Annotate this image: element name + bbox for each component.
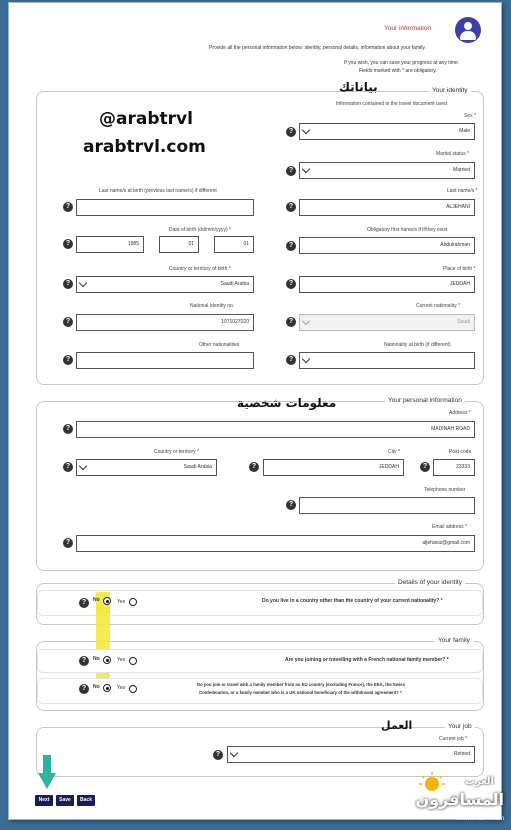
next-button[interactable]: Next	[35, 795, 53, 806]
lastname-birth-label: Last name/s at birth (previous last name/s) if different	[99, 188, 217, 194]
national-id-input[interactable]: 1071027020	[76, 314, 254, 331]
form-window	[8, 2, 502, 820]
chevron-down-icon	[79, 462, 87, 470]
personal-legend: Your personal information	[385, 397, 465, 404]
help-icon[interactable]: ?	[63, 202, 73, 212]
family-question-2-line2: Confederation, or a family member who is a UK national beneficiary of the withdrawal agreement? *	[199, 690, 402, 695]
country-select[interactable]	[76, 459, 217, 476]
help-icon[interactable]: ?	[249, 462, 259, 472]
marital-select[interactable]	[299, 162, 475, 179]
current-nationality-label: Current nationality *	[416, 303, 460, 309]
dob-year-input[interactable]: 1985	[76, 236, 144, 253]
chevron-down-icon	[302, 317, 310, 325]
address-input[interactable]: MADINAH ROAD	[76, 421, 475, 438]
help-icon[interactable]: ?	[63, 279, 73, 289]
marital-label: Marital status *	[436, 151, 470, 157]
email-input[interactable]: aljehaniz@gmail.com	[76, 535, 475, 552]
help-icon[interactable]: ?	[63, 424, 73, 434]
place-birth-input[interactable]: JEDDAH	[299, 276, 475, 293]
identity-subtitle: Information contained in the travel document used	[336, 101, 447, 107]
identity-legend: Your identity	[429, 87, 471, 94]
help-icon[interactable]: ?	[213, 750, 223, 760]
no-radio[interactable]	[103, 597, 111, 605]
yes-radio[interactable]	[129, 598, 137, 606]
country-birth-label: Country or territory of birth *	[169, 266, 231, 272]
dob-day-input[interactable]: 01	[214, 236, 254, 253]
logo-url: www.arabtrvl.com	[456, 816, 504, 822]
save-button[interactable]: Save	[56, 795, 74, 806]
job-annotation: العمل	[381, 719, 413, 732]
watermark-site: arabtrvl.com	[83, 137, 206, 157]
yes-radio[interactable]	[129, 685, 137, 693]
help-icon[interactable]: ?	[63, 462, 73, 472]
lastname-birth-input[interactable]	[76, 199, 254, 216]
help-icon[interactable]: ?	[286, 127, 296, 137]
lastname-input[interactable]: ALJEHANI	[299, 199, 475, 216]
yes-label: Yes	[117, 657, 126, 663]
country-birth-select[interactable]	[76, 276, 254, 293]
sex-value: Male	[459, 128, 470, 134]
city-input[interactable]: JEDDAH	[263, 459, 404, 476]
national-id-label: National Identity no.	[190, 303, 235, 309]
job-label: Current job *	[439, 736, 468, 742]
no-radio[interactable]	[103, 656, 111, 664]
country-label: Country or territory *	[154, 449, 200, 455]
family-question-1: Are you joining or travelling with a French national family member? *	[285, 657, 449, 663]
help-icon[interactable]: ?	[286, 166, 296, 176]
current-nationality-value: Saudi	[457, 319, 470, 325]
postcode-input[interactable]: 23333	[433, 459, 475, 476]
lastname-label: Last name/s *	[447, 188, 478, 194]
help-icon[interactable]: ?	[286, 355, 296, 365]
country-birth-value: Saudi Arabia	[220, 281, 249, 287]
chevron-down-icon	[302, 126, 310, 134]
family-question-2-line1: Do you join or travel with a family member from an EU country (excluding France), the EEA, the Swiss	[197, 682, 405, 687]
help-icon[interactable]: ?	[420, 462, 430, 472]
required-note: Fields marked with * are obligatory.	[359, 68, 437, 74]
logo-line2: المسافرون	[415, 790, 504, 809]
address-label: Address *	[449, 410, 471, 416]
job-legend: Your job	[445, 723, 475, 730]
chevron-down-icon	[79, 279, 87, 287]
help-icon[interactable]: ?	[286, 202, 296, 212]
help-icon[interactable]: ?	[63, 317, 73, 327]
yes-radio[interactable]	[129, 657, 137, 665]
phone-label: Telephone number	[424, 487, 466, 493]
firstname-label: Obligatory first name/s if if/they exist	[367, 227, 448, 233]
help-icon[interactable]: ?	[79, 598, 89, 608]
sex-label: Sex *	[464, 113, 476, 119]
residence-question: Do you live in a country other than the country of your current nationality? *	[262, 598, 443, 604]
phone-input[interactable]	[299, 497, 475, 514]
nationality-birth-select[interactable]	[299, 352, 475, 369]
postcode-label: Post code	[449, 449, 472, 455]
job-select[interactable]	[227, 746, 475, 763]
country-value: Saudi Arabia	[183, 464, 212, 470]
help-icon[interactable]: ?	[79, 656, 89, 666]
job-value: Retired	[453, 751, 470, 757]
yes-label: Yes	[117, 685, 126, 691]
help-icon[interactable]: ?	[286, 241, 296, 251]
identity-annotation: بياناتك	[339, 80, 378, 94]
no-label: No	[93, 597, 100, 603]
dob-month-input[interactable]: 01	[159, 236, 199, 253]
place-birth-label: Place of birth *	[443, 266, 476, 272]
watermark-handle: @arabtrvl	[99, 109, 193, 129]
other-nationalities-input[interactable]	[76, 352, 254, 369]
no-radio[interactable]	[103, 684, 111, 692]
help-icon[interactable]: ?	[286, 279, 296, 289]
chevron-down-icon	[302, 355, 310, 363]
yes-label: Yes	[117, 599, 126, 605]
help-icon[interactable]: ?	[63, 239, 73, 249]
logo-line1: العرب	[464, 776, 494, 787]
firstname-input[interactable]: Abdulrahman	[299, 237, 475, 254]
intro-text: Provide all the personal information below: identity, personal details, information about your family.	[209, 45, 426, 51]
city-label: City *	[388, 449, 400, 455]
current-nationality-select[interactable]	[299, 314, 475, 331]
family-legend: Your family	[435, 637, 473, 644]
help-icon[interactable]: ?	[286, 317, 296, 327]
help-icon[interactable]: ?	[63, 355, 73, 365]
chevron-down-icon	[302, 165, 310, 173]
arabtrvl-logo	[398, 770, 508, 826]
residence-legend: Details of your identity	[395, 579, 465, 586]
dob-label: Date of birth (dd/mm/yyyy) *	[169, 227, 231, 233]
no-label: No	[93, 684, 100, 690]
nationality-birth-label: Nationality at birth (if different)	[384, 342, 451, 348]
marital-value: Married	[453, 167, 470, 173]
back-button[interactable]: Back	[77, 795, 95, 806]
page-title: Your information	[384, 25, 432, 32]
email-label: Email address *	[432, 524, 468, 530]
sex-select[interactable]	[299, 123, 475, 140]
personal-annotation: معلومات شخصية	[237, 396, 337, 410]
help-icon[interactable]: ?	[63, 538, 73, 548]
down-arrow-icon	[38, 755, 56, 791]
no-label: No	[93, 656, 100, 662]
other-nationalities-label: Other nationalities	[199, 342, 240, 348]
chevron-down-icon	[230, 749, 238, 757]
save-note: If you wish, you can save your progress at any time.	[344, 60, 460, 66]
help-icon[interactable]: ?	[79, 684, 89, 694]
help-icon[interactable]: ?	[286, 500, 296, 510]
user-avatar-icon[interactable]	[455, 17, 481, 43]
